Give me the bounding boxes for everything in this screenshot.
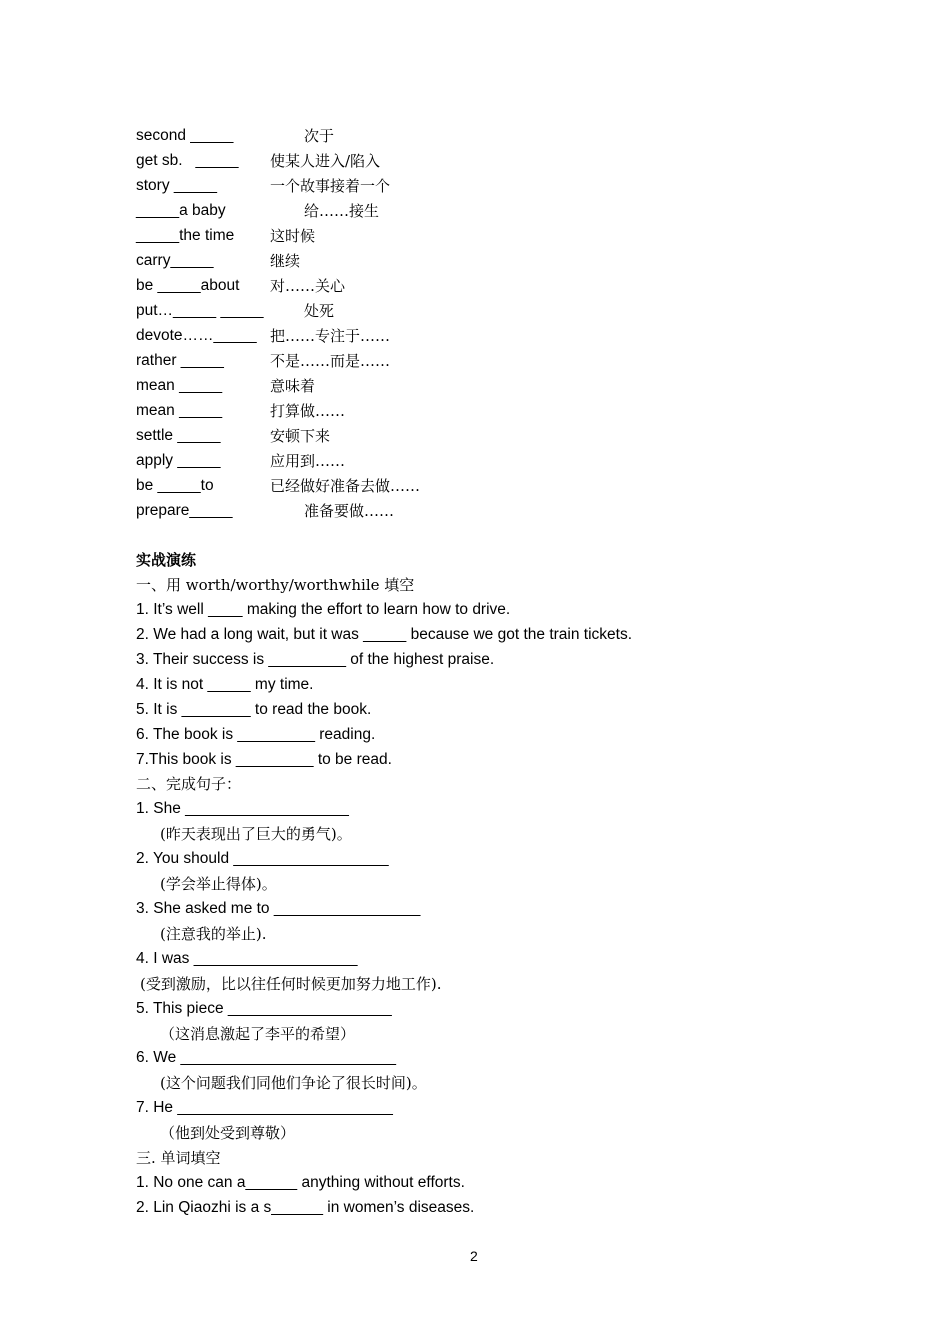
sentence-question: 4. I was ___________________ [136,950,358,967]
sentence-question: 5. This piece ___________________ [136,1000,392,1017]
part2-title: 二、完成句子： [136,775,242,793]
vocab-en: put…_____ _____ [136,302,264,319]
vocab-zh: 意味着 [270,377,316,395]
vocab-zh: 安顿下来 [270,427,331,445]
exercise-item: 4. It is not _____ my time. [136,676,314,693]
part1-title: 一、用 worth/worthy/worthwhile 填空 [136,576,415,594]
vocab-en: be _____about [136,277,240,294]
vocab-zh: 一个故事接着一个 [270,177,391,195]
sentence-question: 2. You should __________________ [136,850,389,867]
exercise-item: 1. No one can a______ anything without efforts. [136,1174,465,1191]
vocab-en: settle _____ [136,427,221,444]
vocab-en: mean _____ [136,377,223,394]
sentence-hint: (这个问题我们同他们争论了很长时间)。 [160,1074,427,1092]
vocab-en: apply _____ [136,452,221,469]
vocab-zh: 不是……而是…… [270,352,391,370]
sentence-hint: （他到处受到尊敬） [160,1124,296,1142]
vocab-zh: 应用到…… [270,452,346,470]
sentence-question: 7. He _________________________ [136,1099,393,1116]
sentence-hint: (受到激励，比以往任何时候更加努力地工作). [140,975,442,993]
page-number: 2 [470,1248,478,1264]
vocab-en: second _____ [136,127,234,144]
sentence-question: 6. We _________________________ [136,1049,397,1066]
exercise-item: 7.This book is _________ to be read. [136,751,392,768]
vocab-en: get sb. _____ [136,152,239,169]
sentence-hint: (注意我的举止). [160,925,267,943]
vocab-zh: 已经做好准备去做…… [270,477,421,495]
exercise-item: 6. The book is _________ reading. [136,726,376,743]
vocab-en: _____a baby [136,202,226,219]
vocab-en: carry_____ [136,252,214,269]
vocab-zh: 这时候 [270,227,316,245]
vocab-en: prepare_____ [136,502,233,519]
vocab-zh: 给……接生 [304,202,380,220]
exercise-item: 2. We had a long wait, but it was _____ because we got the train tickets. [136,626,633,643]
vocab-zh: 使某人进入/陷入 [270,152,381,170]
sentence-question: 1. She ___________________ [136,800,349,817]
sentence-hint: (学会举止得体)。 [160,875,277,893]
vocab-en: _____the time [136,227,235,244]
sentence-question: 3. She asked me to _________________ [136,900,421,917]
vocab-zh: 把……专注于…… [270,327,391,345]
vocab-zh: 准备要做…… [304,502,395,520]
vocab-en: mean _____ [136,402,223,419]
vocab-zh: 打算做…… [270,402,346,420]
exercise-item: 5. It is ________ to read the book. [136,701,372,718]
exercise-item: 3. Their success is _________ of the highest praise. [136,651,495,668]
exercise-item: 2. Lin Qiaozhi is a s______ in women’s diseases. [136,1199,475,1216]
vocab-zh: 次于 [304,127,335,145]
vocab-zh: 继续 [270,252,301,270]
section-title: 实战演练 [136,551,197,569]
vocab-en: rather _____ [136,352,224,369]
exercise-item: 1. It’s well ____ making the effort to learn how to drive. [136,601,511,618]
vocab-zh: 对……关心 [270,277,346,295]
part3-title: 三. 单词填空 [136,1149,221,1167]
vocab-zh: 处死 [304,302,335,320]
vocab-en: devote……_____ [136,327,257,344]
vocab-en: story _____ [136,177,217,194]
sentence-hint: （这消息激起了李平的希望） [160,1025,356,1043]
vocab-en: be _____to [136,477,214,494]
sentence-hint: (昨天表现出了巨大的勇气)。 [160,825,352,843]
